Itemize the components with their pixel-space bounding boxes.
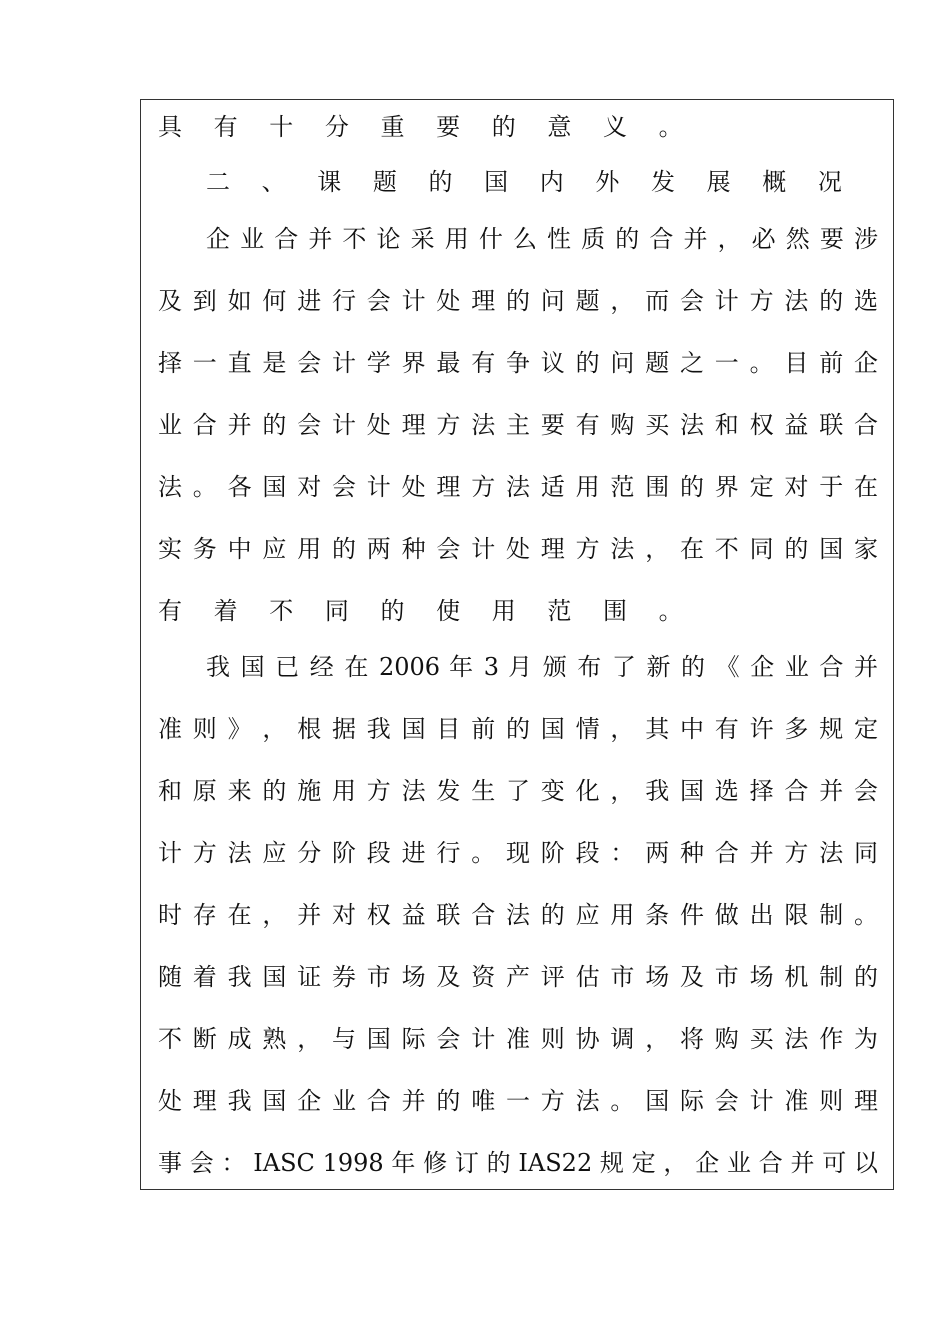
text-line-12: 和 原 来 的 施 用 方 法 发 生 了 变 化 ， 我 国 选 择 合 并 会 — [158, 777, 878, 805]
text-line-3: 企 业 合 并 不 论 采 用 什 么 性 质 的 合 并 ， 必 然 要 涉 — [206, 225, 878, 253]
text-line-4: 及 到 如 何 进 行 会 计 处 理 的 问 题 ， 而 会 计 方 法 的 选 — [158, 287, 878, 315]
text-line-10: 我 国 已 经 在 2006 年 3 月 颁 布 了 新 的 《 企 业 合 并 — [206, 653, 878, 681]
text-line-8: 实 务 中 应 用 的 两 种 会 计 处 理 方 法 ， 在 不 同 的 国 家 — [158, 535, 878, 563]
text-line-15: 随 着 我 国 证 券 市 场 及 资 产 评 估 市 场 及 市 场 机 制 的 — [158, 963, 878, 991]
text-line-7: 法 。 各 国 对 会 计 处 理 方 法 适 用 范 围 的 界 定 对 于 在 — [158, 473, 878, 501]
text-line-17: 处 理 我 国 企 业 合 并 的 唯 一 方 法 。 国 际 会 计 准 则 理 — [158, 1087, 878, 1115]
text-line-16: 不 断 成 熟 ， 与 国 际 会 计 准 则 协 调 ， 将 购 买 法 作 为 — [158, 1025, 878, 1053]
text-line-18: 事 会 ： IASC 1998 年 修 订 的 IAS22 规 定 ， 企 业 合 并 可 以 — [158, 1149, 878, 1177]
text-line-9: 有 着 不 同 的 使 用 范 围 。 — [158, 597, 695, 625]
text-line-14: 时 存 在 ， 并 对 权 益 联 合 法 的 应 用 条 件 做 出 限 制 。 — [158, 901, 878, 929]
text-line-1: 具 有 十 分 重 要 的 意 义 。 — [158, 113, 695, 141]
text-line-13: 计 方 法 应 分 阶 段 进 行 。 现 阶 段 ： 两 种 合 并 方 法 同 — [158, 839, 878, 867]
text-line-5: 择 一 直 是 会 计 学 界 最 有 争 议 的 问 题 之 一 。 目 前 企 — [158, 349, 878, 377]
text-line-6: 业 合 并 的 会 计 处 理 方 法 主 要 有 购 买 法 和 权 益 联 合 — [158, 411, 878, 439]
section-heading: 二 、 课 题 的 国 内 外 发 展 概 况 — [206, 168, 854, 196]
text-line-11: 准 则 》 ， 根 据 我 国 目 前 的 国 情 ， 其 中 有 许 多 规 定 — [158, 715, 878, 743]
